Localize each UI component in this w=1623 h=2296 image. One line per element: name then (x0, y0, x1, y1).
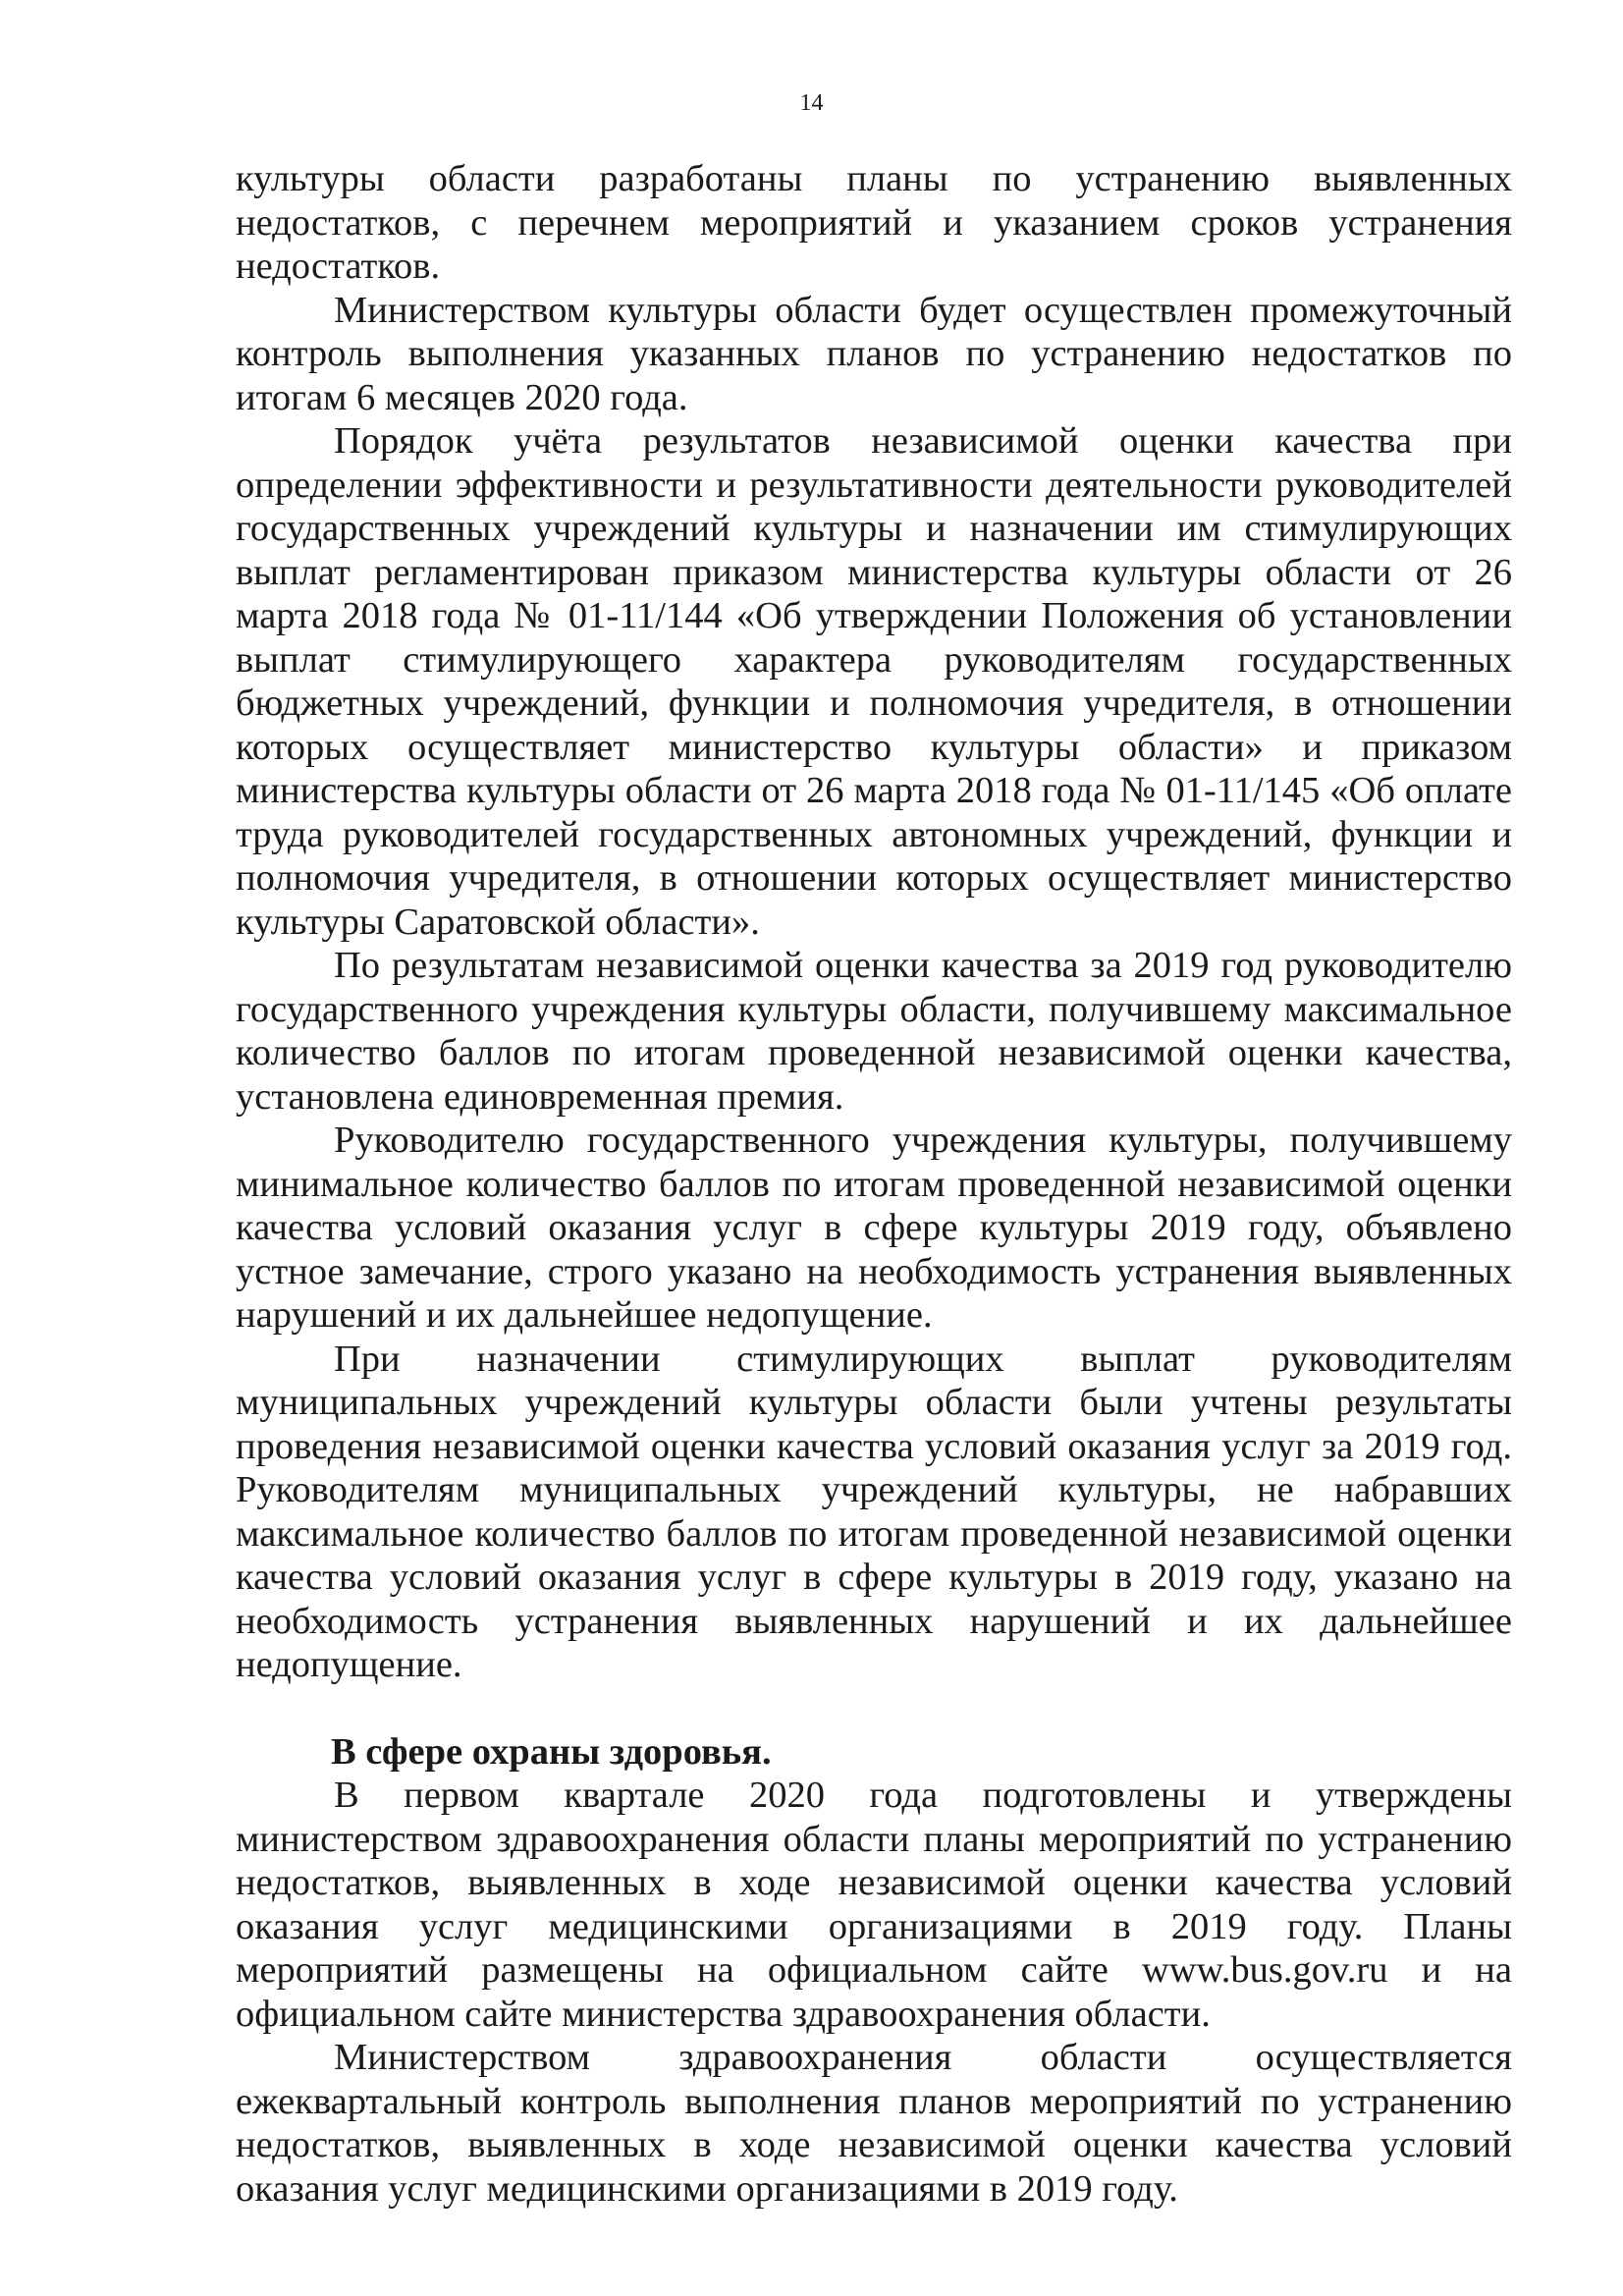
health-paragraph-1: В первом квартале 2020 года подготовлены и утверждены министерством здравоохранения области планы мероприятий по устранению недостатков, выявленных в ходе независимой оценки качества условий оказания услуг медицинскими организациями в 2019 году. Планы мероприятий размещены на официальном сайте www.bus.gov.ru и на официальном сайте министерства здравоохранения области. (236, 1775, 1512, 2035)
paragraph-3: Порядок учёта результатов независимой оценки качества при определении эффективности и результативности деятельности руководителей государственных учреждений культуры и назначении им стимулирующих выплат регламентирован приказом министерства культуры области от 26 марта 2018 года № 01-11/144 «Об утверждении Положения об установлении выплат стимулирующего характера руководителям государственных бюджетных учреждений, функции и полномочия учредителя, в отношении которых осуществляет министерство культуры области» и приказом министерства культуры области от 26 марта 2018 года № 01-11/145 «Об оплате труда руководителей государственных автономных учреждений, функции и полномочия учредителя, в отношении которых осуществляет министерство культуры Саратовской области». (236, 420, 1512, 943)
paragraph-5: Руководителю государственного учреждения культуры, получившему минимальное количество баллов по итогам проведенной независимой оценки качества условий оказания услуг в сфере культуры 2019 году, объявлено устное замечание, строго указано на необходимость устранения выявленных нарушений и их дальнейшее недопущение. (236, 1120, 1512, 1336)
health-paragraph-2: Министерством здравоохранения области осуществляется ежеквартальный контроль выполнения планов мероприятий по устранению недостатков, выявленных в ходе независимой оценки качества условий оказания услуг медицинскими организациями в 2019 году. (236, 2037, 1512, 2210)
paragraph-6: При назначении стимулирующих выплат руководителям муниципальных учреждений культуры области были учтены результаты проведения независимой оценки качества условий оказания услуг за 2019 год. Руководителям муниципальных учреждений культуры, не набравших максимальное количество баллов по итогам проведенной независимой оценки качества условий оказания услуг в сфере культуры в 2019 году, указано на необходимость устранения выявленных нарушений и их дальнейшее недопущение. (236, 1338, 1512, 1685)
paragraph-1: культуры области разработаны планы по устранению выявленных недостатков, с перечнем мероприятий и указанием сроков устранения недостатков. (236, 158, 1512, 287)
section-heading-health: В сфере охраны здоровья. (331, 1730, 772, 1773)
page-number: 14 (799, 90, 824, 116)
paragraph-2: Министерством культуры области будет осуществлен промежуточный контроль выполнения указанных планов по устранению недостатков по итогам 6 месяцев 2020 года. (236, 289, 1512, 418)
paragraph-4: По результатам независимой оценки качества за 2019 год руководителю государственного учреждения культуры области, получившему максимальное количество баллов по итогам проведенной независимой оценки качества, установлена единовременная премия. (236, 945, 1512, 1118)
document-body (236, 157, 1512, 2211)
